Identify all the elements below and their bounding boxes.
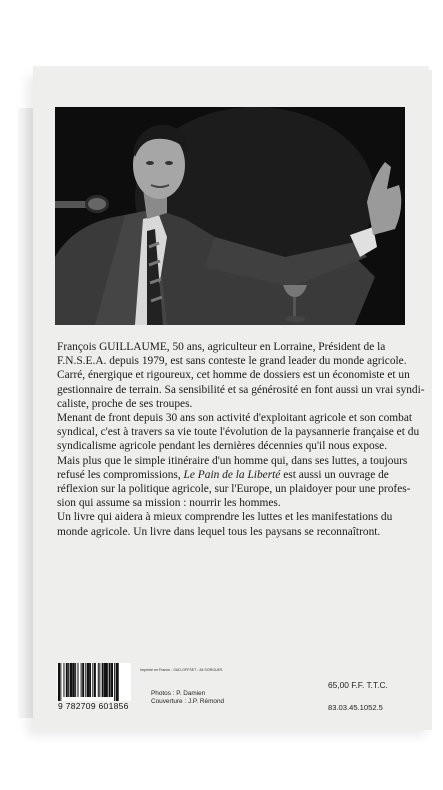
price: 65,00 F.F. T.T.C. xyxy=(328,680,388,690)
bio-text: est aussi un ouvrage de xyxy=(280,468,389,481)
bio-line: gestionnaire de terrain. Sa sensibilité et sa générosité en font aussi un vrai syndi- xyxy=(57,383,425,396)
book-left-edge xyxy=(18,108,34,718)
bio-line: syndicalisme agricole pendant les dernières décennies qu'il nous expose. xyxy=(57,440,388,453)
bio-line: Carré, énergique et rigoureux, cet homme de dossiers est un économiste et un xyxy=(57,369,410,382)
bio-line: Un livre qui aidera à mieux comprendre les luttes et les manifestations du xyxy=(57,511,393,524)
bio-paragraph-4 xyxy=(57,510,401,538)
bio-line: syndical, c'est à travers sa vie toute l'évolution de la paysannerie française et du xyxy=(57,426,420,439)
catalog-code: 83.03.45.1052.5 xyxy=(328,703,383,712)
book-title: Le Pain de la Liberté xyxy=(183,468,281,481)
isbn-number: 9 782709 601856 xyxy=(58,701,129,711)
bio-paragraph-2 xyxy=(57,411,420,454)
bio-line xyxy=(57,468,401,482)
bio-line: Menant de front depuis 30 ans son activité d'exploitant agricole et son combat xyxy=(57,412,413,425)
bio-line: Mais plus que le simple itinéraire d'un homme qui, dans ses luttes, a toujours xyxy=(57,454,408,467)
cover-credit: Couverture : J.P. Rémond xyxy=(151,698,225,705)
author-photo xyxy=(55,107,405,325)
bio-line: caliste, proche de ses troupes. xyxy=(57,397,193,410)
credits xyxy=(151,690,224,706)
bio-line: François GUILLAUME, 50 ans, agriculteur en Lorraine, Président de la xyxy=(57,341,386,353)
photo-credit: Photos : P. Damien xyxy=(151,690,206,697)
printer-line: Imprimé en France - SUD-OFFSET - 84 SORGUES xyxy=(140,668,223,672)
author-photo-illustration xyxy=(55,107,405,325)
barcode-bars xyxy=(57,663,131,701)
bio-line: F.N.S.E.A. depuis 1979, est sans conteste le grand leader du monde agricole. xyxy=(57,355,407,368)
bio-text: refusé les compromissions, xyxy=(57,468,184,481)
bio-paragraph-1 xyxy=(57,340,425,411)
bio-line: monde agricole. Un livre dans lequel tous les paysans se reconnaîtront. xyxy=(57,525,381,538)
author-biography xyxy=(57,340,425,539)
bio-line: réflexion sur la politique agricole, sur l'Europe, un plaidoyer pour une profes- xyxy=(57,483,411,496)
bio-paragraph-3 xyxy=(57,454,411,511)
isbn-barcode xyxy=(57,663,131,701)
bio-line: sion qui assume sa mission : nourrir les hommes. xyxy=(57,497,281,510)
